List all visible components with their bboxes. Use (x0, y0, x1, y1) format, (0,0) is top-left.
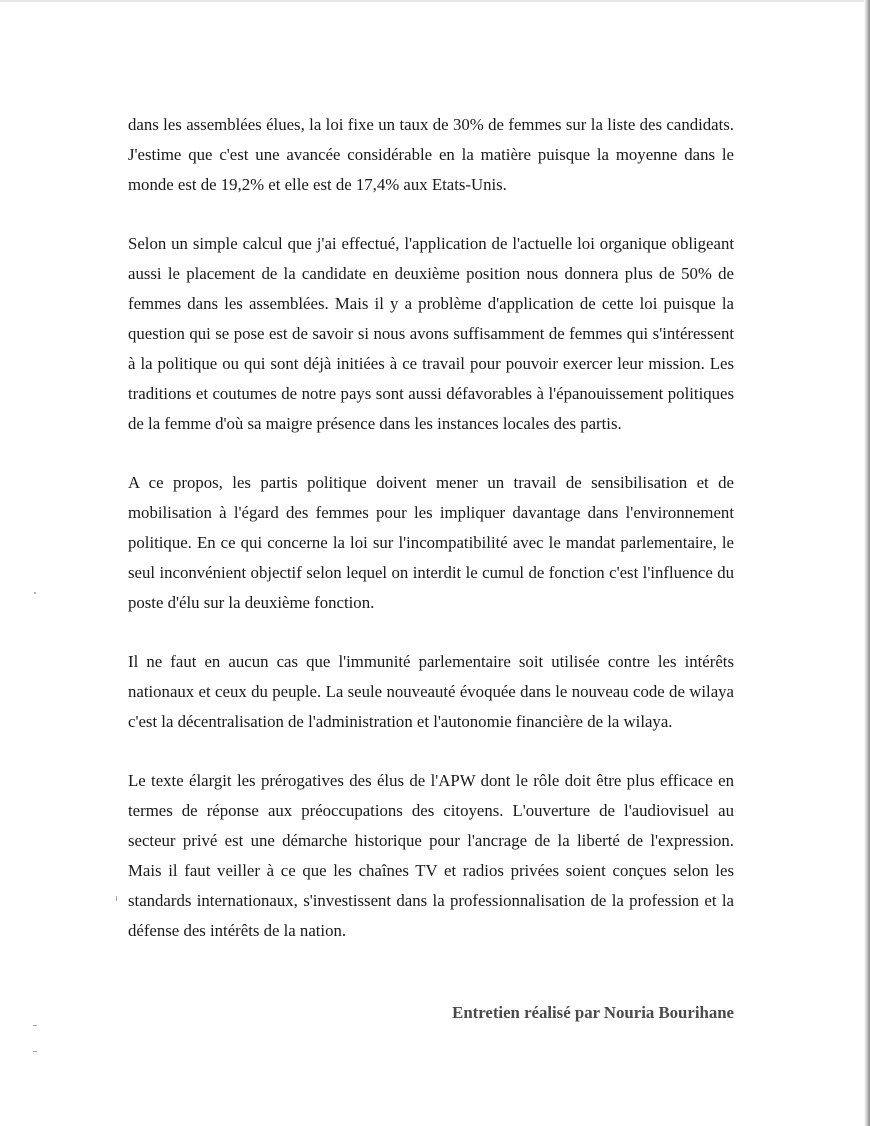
page-top-edge (0, 0, 870, 2)
paragraph-parties-awareness: A ce propos, les partis politique doivent mener un travail de sensibilisation et de mobilisation à l'égard des femmes pour les impliquer davantage dans l'environnement politique. En ce qui concerne la loi sur l'incompatibilité avec le mandat parlementaire, le seul inconvénient objectif selon lequel on interdit le cumul de fonction c'est l'influence du poste d'élu sur la deuxième fonction. (128, 473, 734, 612)
paragraph-women-quota: dans les assemblées élues, la loi fixe un taux de 30% de femmes sur la liste des candidats. J'estime que c'est une avancée considérable en la matière puisque la moyenne dans le monde est de 19,2% et elle est de 17,4% aux Etats-Unis. (128, 115, 734, 194)
scan-speck (33, 1025, 37, 1026)
scan-speck (34, 592, 36, 594)
paragraph-apw-audiovisual: Le texte élargit les prérogatives des élus de l'APW dont le rôle doit être plus efficace en termes de réponse aux préoccupations des citoyens. L'ouverture de l'audiovisuel au secteur privé est une démarche historique pour l'ancrage de la liberté de l'expression. Mais il faut veiller à ce que les chaînes TV et radios privées soient conçues selon les standards internationaux, s'investissent dans la professionnalisation de la profession et la défense des intérêts de la nation. (128, 771, 734, 940)
interview-byline: Entretien réalisé par Nouria Bourihane (452, 1003, 734, 1022)
article-body (128, 110, 734, 975)
paragraph-organic-law: Selon un simple calcul que j'ai effectué, l'application de l'actuelle loi organique obligeant aussi le placement de la candidate en deuxième position nous donnera plus de 50% de femmes dans les assemblées. Mais il y a problème d'application de cette loi puisque la question qui se pose est de savoir si nous avons suffisamment de femmes qui s'intéressent à la politique ou qui sont déjà initiées à ce travail pour pouvoir exercer leur mission. Les traditions et coutumes de notre pays sont aussi défavorables à l'épanouissement politiques de la femme d'où sa maigre présence dans les instances locales des partis. (128, 234, 734, 433)
paragraph-parliamentary-immunity: Il ne faut en aucun cas que l'immunité parlementaire soit utilisée contre les intérêts nationaux et ceux du peuple. La seule nouveauté évoquée dans le nouveau code de wilaya c'est la décentralisation de l'administration et l'autonomie financière de la wilaya. (128, 652, 734, 731)
page-right-edge-shadow (864, 0, 870, 1126)
scan-speck (116, 896, 117, 901)
scan-speck (33, 1051, 37, 1052)
